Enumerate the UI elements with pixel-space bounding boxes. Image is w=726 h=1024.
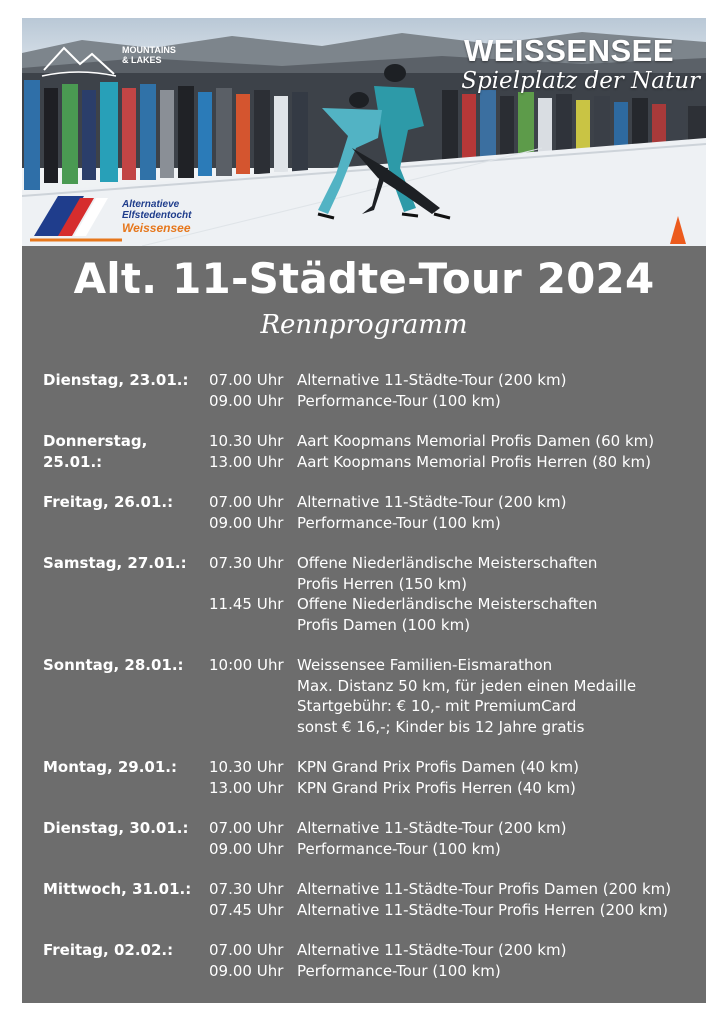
day-events (209, 757, 703, 798)
event-description-line: Performance-Tour (100 km) (297, 961, 501, 980)
schedule-day (43, 431, 703, 472)
day-events (209, 818, 703, 859)
day-label: Dienstag, 30.01.: (43, 819, 189, 837)
event-time: 09.00 Uhr (209, 513, 284, 532)
header-photo (22, 18, 706, 246)
day-label: Samstag, 27.01.: (43, 554, 187, 572)
event-row (209, 431, 703, 452)
event-time: 11.45 Uhr (209, 595, 284, 613)
event-row (209, 492, 703, 513)
event-description-line: Performance-Tour (100 km) (297, 513, 501, 532)
event-description-line: Weissensee Familien-Eismarathon (297, 656, 553, 674)
schedule-day (43, 757, 703, 798)
day-label: Donnerstag, 25.01.: (43, 432, 148, 471)
event-row (209, 370, 703, 391)
event-description-line: Alternative 11-Städte-Tour (200 km) (297, 941, 567, 959)
race-logo (30, 194, 230, 242)
event-description (297, 757, 703, 778)
day-events (209, 492, 703, 533)
event-time: 09.00 Uhr (209, 391, 284, 410)
event-description-line: Aart Koopmans Memorial Profis Damen (60 km) (297, 432, 655, 450)
event-description (297, 391, 703, 412)
event-row (209, 879, 703, 900)
schedule-day (43, 655, 703, 737)
event-description (297, 370, 703, 391)
schedule-day (43, 879, 703, 920)
event-row (209, 961, 703, 982)
race-logo-line-3: Weissensee (122, 221, 191, 235)
event-description (297, 431, 703, 452)
event-time: 13.00 Uhr (209, 452, 284, 471)
day-events (209, 655, 703, 737)
day-events (209, 431, 703, 472)
event-time: 07.00 Uhr (209, 819, 284, 837)
event-description (297, 594, 703, 635)
schedule-day (43, 553, 703, 635)
event-description-line: Profis Damen (100 km) (297, 615, 471, 634)
logo-left-line-2: & LAKES (122, 55, 162, 65)
day-events (209, 940, 703, 981)
event-description-line: Performance-Tour (100 km) (297, 391, 501, 410)
day-events (209, 553, 703, 635)
day-events (209, 370, 703, 411)
event-description-line: Offene Niederländische Meisterschaften (297, 554, 598, 572)
mountains-lakes-logo (122, 45, 176, 65)
day-label: Sonntag, 28.01.: (43, 656, 184, 674)
event-description (297, 818, 703, 839)
event-row (209, 900, 703, 921)
event-description-line: Performance-Tour (100 km) (297, 839, 501, 858)
event-row (209, 452, 703, 473)
event-description-line: sonst € 16,-; Kinder bis 12 Jahre gratis (297, 717, 585, 736)
event-description (297, 940, 703, 961)
event-row (209, 391, 703, 412)
day-label: Freitag, 02.02.: (43, 941, 174, 959)
event-row (209, 818, 703, 839)
day-label: Mittwoch, 31.01.: (43, 880, 192, 898)
event-description (297, 655, 703, 737)
logo-left-line-1: MOUNTAINS (122, 45, 176, 55)
event-description-line: Startgebühr: € 10,- mit PremiumCard (297, 697, 577, 715)
event-time: 07.45 Uhr (209, 900, 284, 919)
event-row (209, 757, 703, 778)
race-logo-line-2: Elfstedentocht (122, 210, 192, 221)
brand-title: WEISSENSEE (464, 33, 674, 68)
event-description (297, 553, 703, 594)
event-description (297, 839, 703, 860)
event-description-line: Offene Niederländische Meisterschaften (297, 595, 598, 613)
event-description (297, 900, 703, 921)
day-events (209, 879, 703, 920)
event-time: 07.00 Uhr (209, 493, 284, 511)
event-description (297, 452, 703, 473)
day-label: Freitag, 26.01.: (43, 493, 174, 511)
event-time: 07.00 Uhr (209, 941, 284, 959)
day-label: Dienstag, 23.01.: (43, 371, 189, 389)
page-title: Alt. 11-Städte-Tour 2024 (73, 254, 655, 303)
race-schedule (43, 370, 703, 1001)
event-description (297, 492, 703, 513)
event-description-line: Alternative 11-Städte-Tour (200 km) (297, 493, 567, 511)
event-description-line: Alternative 11-Städte-Tour Profis Herren (200 km) (297, 900, 669, 919)
event-row (209, 553, 703, 594)
event-time: 09.00 Uhr (209, 839, 284, 858)
event-row (209, 594, 703, 635)
event-description-line: Profis Herren (150 km) (297, 574, 467, 593)
event-description (297, 778, 703, 799)
event-time: 10.30 Uhr (209, 758, 284, 776)
event-time: 09.00 Uhr (209, 961, 284, 980)
event-description-line: KPN Grand Prix Profis Damen (40 km) (297, 758, 579, 776)
event-row (209, 778, 703, 799)
event-description (297, 879, 703, 900)
event-time: 07.30 Uhr (209, 554, 284, 572)
event-description (297, 961, 703, 982)
event-description-line: KPN Grand Prix Profis Herren (40 km) (297, 778, 576, 797)
event-description-line: Alternative 11-Städte-Tour (200 km) (297, 371, 567, 389)
event-description-line: Alternative 11-Städte-Tour Profis Damen (200 km) (297, 880, 672, 898)
event-time: 10:00 Uhr (209, 656, 284, 674)
event-description-line: Max. Distanz 50 km, für jeden einen Medaille (297, 676, 637, 695)
event-row (209, 655, 703, 737)
event-time: 13.00 Uhr (209, 778, 284, 797)
schedule-day (43, 492, 703, 533)
schedule-day (43, 370, 703, 411)
schedule-day (43, 818, 703, 859)
race-logo-line-1: Alternatieve (122, 199, 180, 210)
event-time: 10.30 Uhr (209, 432, 284, 450)
event-row (209, 940, 703, 961)
event-time: 07.00 Uhr (209, 371, 284, 389)
event-description-line: Aart Koopmans Memorial Profis Herren (80 km) (297, 452, 651, 471)
brand-subtitle: Spielplatz der Natur (461, 68, 700, 94)
event-time: 07.30 Uhr (209, 880, 284, 898)
event-row (209, 513, 703, 534)
schedule-day (43, 940, 703, 981)
poster (22, 18, 706, 1003)
day-label: Montag, 29.01.: (43, 758, 178, 776)
page-subtitle: Rennprogramm (260, 310, 468, 340)
event-row (209, 839, 703, 860)
event-description (297, 513, 703, 534)
event-description-line: Alternative 11-Städte-Tour (200 km) (297, 819, 567, 837)
